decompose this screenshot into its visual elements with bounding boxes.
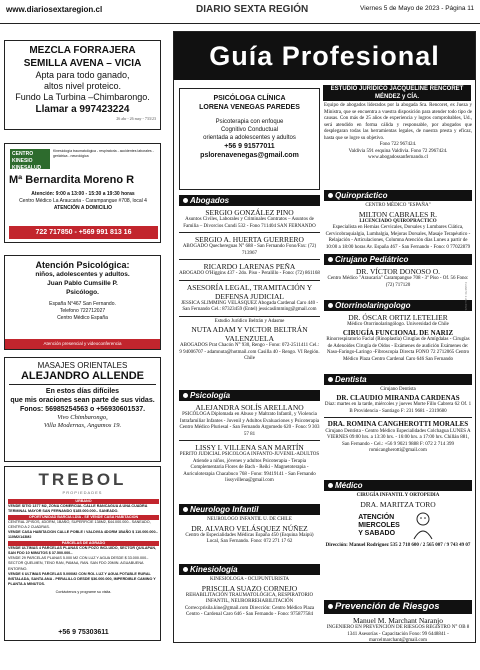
section-psicologia xyxy=(179,390,320,485)
section-dentista xyxy=(324,374,472,455)
category-bullet-icon xyxy=(328,257,333,262)
schedule-text: Y SABADO xyxy=(358,529,396,537)
listing-name: DRA. MARITZA TORO xyxy=(360,499,436,509)
listing-item: CENTRAL 2PISOS, 4DORM, 1BAÑO, SUPERFICIE 138M2, $44.000.000.- SANEADO, CENTRO A 2 CUADRAS. xyxy=(8,519,151,530)
ad-text: Vivo Chimbarongo, xyxy=(57,414,108,421)
category-bullet-icon xyxy=(328,377,333,382)
category-label: Cirujano Pediátrico xyxy=(335,255,409,264)
ad-heading: MEZCLA FORRAJERA xyxy=(29,45,136,56)
trebol-logo: TREBOL xyxy=(38,470,127,489)
child-illustration-icon xyxy=(408,511,438,541)
ad-name: Mª Bernardita Moreno R xyxy=(9,174,135,186)
ad-banner: Atención presencial y videoconferencia xyxy=(5,339,160,349)
listing-name: NUTA ADAM Y VICTOR BELTRÁN VALENZUELA xyxy=(191,325,308,343)
ad-text: altos nivel proteico. xyxy=(43,81,122,91)
guide-title: Guía Profesional xyxy=(174,32,475,80)
ad-phone: 722 717850 - +569 991 813 16 xyxy=(9,226,158,239)
listing-name: RICARDO LARENAS PEÑA xyxy=(203,262,296,271)
section-medico xyxy=(324,480,472,549)
section-otorrino xyxy=(324,300,472,363)
ad-phone: Telefono 722712027 xyxy=(59,308,106,314)
listing-text: INGENIERO EN PREVENCIÓN DE RIESGOS REGISTRO N° OB 8 1341 Asesorías - Capacitación Fono: 99 6448841 - marcelmarchant@gmail.com xyxy=(326,625,470,643)
listing-web[interactable]: www.abogadossanfernando.cl xyxy=(368,155,428,160)
category-bullet-icon xyxy=(328,604,333,609)
ad-text: niños, adolescentes y adultos. xyxy=(35,271,130,278)
category-cirujano xyxy=(324,254,472,265)
ad-text: En estos días difíciles xyxy=(45,388,120,395)
ad-text: ATENCIÓN A DOMICILIO xyxy=(53,205,113,211)
listing-text: NEUROLOGO INFANTIL U. DE CHILE xyxy=(207,517,292,522)
newspaper-name: DIARIO SEXTA REGIÓN xyxy=(196,4,309,15)
ad-heading: SEMILLA AVENA – VICIA xyxy=(23,58,142,69)
category-otorrino xyxy=(324,300,472,311)
category-bullet-icon xyxy=(183,567,188,572)
site-url[interactable]: www.diariosextaregion.cl xyxy=(6,5,103,14)
listing-name: MILTON CABRALES R. xyxy=(358,209,438,219)
listing-text: Equipo de abogados liderados por la abogada Sra. Rencoret, ex Jueza y Ministra, que se encuentra a vuestra disposición para atender todo tipo de causas. Con más de 25 años de experiencia y logros comprobables, Ud., será atendido en forma cálida y responsable, por abogados que desplegaran todas las herramientas legales, de nuestra presta y eficaz, hasta que se logre su objetivo. xyxy=(324,103,472,141)
listing-text: LICENCIADO QUIROPRACTICO xyxy=(359,218,437,224)
category-bullet-icon xyxy=(183,198,188,203)
listing-text: KINESIOLOGA - OCUPUNTURISTA xyxy=(209,577,290,582)
ad-text: Apta para todo ganado, xyxy=(35,70,130,80)
listing-text: Centro Médico "Araucaria" Carampangue 708 - 3º Piso - Of. 56 Fono: (72) 717120 xyxy=(327,276,469,288)
listing-name: ALEJANDRA SOLÍS ARELLANO xyxy=(195,403,304,412)
ad-kinesalud xyxy=(4,143,161,243)
category-label: Dentista xyxy=(335,375,367,384)
listing-item: VENDE SITIO 1377 M2, ZONA COMERCIAL CALLE RANCAGUA A UNA CUADRA TERMINAL MAYOR SAN FERNANDO $185.000.000.- SANEADO. xyxy=(8,504,148,514)
category-prevencion xyxy=(324,600,472,614)
professional-guide xyxy=(173,31,476,643)
category-abogados xyxy=(179,195,320,206)
ad-address: Villa Modernas, Angamos 19. xyxy=(43,422,122,429)
section-prevencion xyxy=(324,600,472,645)
category-kinesiologia xyxy=(179,564,320,575)
category-label: Quiropráctico xyxy=(335,191,388,200)
category-label: Abogados xyxy=(190,196,230,205)
ad-text: Kinesiología traumatológica - respiratoria - accidentes laborales - geriátrica - neurológica xyxy=(53,149,154,158)
ad-phone: +56 9 91577011 xyxy=(224,143,275,150)
listing-text: CIRUGÍA INFANTIL Y ORTOPEDIA xyxy=(356,493,440,498)
category-dentista xyxy=(324,374,472,385)
category-bullet-icon xyxy=(328,483,333,488)
listing-text: Diaz: martes en la tarde, miércoles y jueves Morte Fillo Cabrera 62 Of. 1 B Providencia - Santiago F: 231 9681 - 2319680 xyxy=(324,402,472,414)
listing-text: Cirujano Dentista xyxy=(380,387,416,392)
category-bullet-icon xyxy=(328,303,333,308)
ad-run-dates: 26 abr - 26 may - 733/23 xyxy=(116,116,156,121)
category-label: Médico xyxy=(335,481,363,490)
schedule-text: ATENCIÓN xyxy=(358,513,395,521)
listing-header: OPORTUNIDAD BARCIA LDÍA - SE VENDE CASA HABITACION xyxy=(8,515,159,520)
listing-address: Valdivia 591 esquina Valdivia. Fono 72 2967424. xyxy=(348,148,448,154)
listing-header: URBANO xyxy=(8,499,159,504)
issue-date: Viernes 5 de Mayo de 2023 - Página 11 xyxy=(360,5,474,12)
listing-text: REHABILITACIÓN TRAUMATOLÓGICA, RESPIRATORIO INFANTIL, NEURORREHABILITACIÓN Correo:prisila.kine@gmail.com Dirección: Centro Médico Plaza Centro - Cardenal Caro 646 - San Fernando - Fono: 975877584 xyxy=(184,592,315,617)
ad-phone: +56 9 75303611 xyxy=(58,629,109,636)
listing-name: CIRUGÍA FUNCIONAL DE NARIZ xyxy=(342,328,454,337)
listing-name: LISSY I. VILLENA SAN MARTÍN xyxy=(195,443,304,452)
category-quiropractico xyxy=(324,190,472,201)
listing-name: ASESORÍA LEGAL, TRAMITACIÓN Y DEFENSA JUDICIAL xyxy=(186,282,313,301)
listing-phone: Fono 722 967424. xyxy=(379,142,417,147)
listing-text: Centro de Especialidades Médicas España 450 (Esquina Maipú) Local, San Fernando. Fono: 072 271 17 62 xyxy=(185,532,314,544)
listing-text: ABOGADO O'Higgins 437 - 2do. Piso - Peralillo - Fono: (72) 861168 xyxy=(179,271,320,276)
listing-text: CENTRO MÉDICO "ESPAÑA" xyxy=(365,203,431,208)
listing-text: Cirujano Dentista - Centro Médico Especialidades Colchagua LUNES A VIERNES 09:00 hrs. a 13:30 hrs. - 16:00 hrs. a 17:00 hrs. Chillán 881, San Fernando - Cel.: +56 9 9021 9888 F: 072 2 714 399 romicangherotti@gmail.com xyxy=(325,428,471,453)
ad-text: Cognitivo Conductual xyxy=(220,127,279,133)
listing-header: PARCELAS DE AGRADO xyxy=(8,541,159,546)
listing-text: ABOGADOS Prat Chacón N° 930, Rengo - Fono: 072-2511411 Cel.: 9 94006707 - adamnuta@hotmail.com Casilla 40 - Rengo. VI Región. Chile xyxy=(179,343,320,361)
ad-atencion-psicologica xyxy=(4,255,161,350)
ad-text: Psicoterapia con enfoque xyxy=(215,119,284,125)
listing-item: VENDE CASA HABITACION CALLE POBLE / VALDIVIA 4DORM 1BAÑO $ 110.000.000.- 110M2/143M2 xyxy=(8,530,158,540)
listing-text: Estudio Jurídico Beltrán y Adasme xyxy=(214,318,285,324)
section-neurologo xyxy=(179,504,320,546)
ad-estudio-juridico xyxy=(324,103,472,162)
category-label: Prevención de Riesgos xyxy=(335,601,440,612)
listing-item: VENDE 6 ULTIMAS PARCELAS 5.000M2 CON ROL LUZ Y AGUA POTABLE RURAL INSTALADA, SANTA ANA - PERALILLO DESDE $36.000.000, IMPERDIBLE CAMINO Y PLANTA A MINUTOS. xyxy=(8,571,156,587)
ad-phone: Fonos: 56985254563 o +56930601537. xyxy=(19,406,146,413)
listing-name: DRA. ROMINA CANGHEROTTI MORALES xyxy=(327,420,469,428)
category-label: Kinesiología xyxy=(190,565,238,574)
listing-name: PRISCILA SUAZO CORNEJO xyxy=(201,583,298,593)
estudio-juridico-header: ESTUDIO JURÍDICO JACQUELINE RENCORET MÉNDEZ y CÍA. xyxy=(323,85,471,101)
listing-item: VENDE 29 PARCELAS PLANAS 5.000 M2 CON LUZ Y AGUA DESDE $ 33.000.000.- SECTOR QUELMEN, TENO RAN, PAMAA, RAN. SAN FDO 20MIN. AGUABUENA ENTORNO. xyxy=(8,556,149,571)
category-neurologo xyxy=(179,504,320,515)
ad-text: Psicólogo. xyxy=(66,289,99,296)
listing-text: Dirección: Manuel Rodríguez 535 2 718 600 / 2 565 007 / 9 743 49 07 xyxy=(325,542,471,548)
category-label: Otorrinolaringologo xyxy=(335,301,411,310)
property-listings xyxy=(8,499,159,596)
section-cirujano-pediatrico xyxy=(324,254,472,289)
ad-text: Fundo La Turbina –Chimbarongo. xyxy=(15,92,150,102)
credit-stamp: Cedid 51 x dia 2024 xyxy=(464,282,468,311)
ad-heading: PSICÓLOGA CLÍNICA xyxy=(213,95,286,102)
category-bullet-icon xyxy=(183,393,188,398)
listing-text: Asuntos Civiles, Laborales y Criminales Contratos – Asuntos de Familia – Divorcios Cundi 532 - Fono 711404 SAN FERNANDO xyxy=(183,217,316,229)
category-bullet-icon xyxy=(183,507,188,512)
ad-phone: Llamar a 997423224 xyxy=(35,104,130,115)
listing-name: DR. ALVARO VELÁSQUEZ NÚÑEZ xyxy=(191,523,308,533)
listing-text: Médico Otorrinolaringólogo. Universidad de Chile xyxy=(347,322,449,327)
ad-psicologa-clinica xyxy=(179,88,320,190)
ad-hours: Atención: 9:00 a 13:00 - 15:30 a 19:30 horas xyxy=(31,191,135,197)
schedule-text: MIERCOLES xyxy=(358,521,400,529)
listing-name: SERGIO A. HUERTA GUERRERO xyxy=(195,235,304,244)
listing-text: Rinorrespiratorio Facial (Rinoplastia) Cirugías de Amígdalas - Cirugías de Adenoides Cirugía de Oídos - Exámenes de audición Exámenes de: Naso-Faringo-Laringo -Fibroscopia Directa FONO 72 2712065 Centro Médico Plaza Centro Cardenal Caro 646 San Fernando xyxy=(326,337,470,362)
category-label: Neurologo Infantil xyxy=(190,505,259,514)
page-header xyxy=(0,0,480,24)
ad-heading: Atención Psicológica: xyxy=(35,260,130,270)
ad-address: Centro Médico La Araucaria - Carampangue #708, local 4 xyxy=(19,198,147,204)
listing-name: Manuel M. Marchant Naranjo xyxy=(353,616,443,625)
category-bullet-icon xyxy=(328,193,333,198)
section-quiropractico xyxy=(324,190,472,251)
ad-text: orientada a adolescentes y adultos xyxy=(203,135,296,141)
listing-item: VENDE ULTIMAS 4 PARCELAS PLANAS CON POZO INCLUIDO, SECTOR QUILAPAN, SAN FDO 10 MINUTOS $ 37.500.000.- xyxy=(8,545,157,556)
listing-text: PSICÓLOGA Diplomada en Abuso y Maltrato Infantil, y Violencia Intrafamiliar Infantes - Juvenil y Adultos Evaluaciones y Psicoterapia Centro Médico Pluriesal - San Fernando Argomedo 620 - Fono: 9 303 57 81 xyxy=(179,412,320,437)
category-label: Psicología xyxy=(190,391,231,400)
ad-trebol-propiedades xyxy=(4,466,161,641)
listing-name: DR. ÓSCAR ORTIZ LETELIER xyxy=(348,313,448,322)
listing-name: DR. VÍCTOR DONOSO O. xyxy=(355,267,441,276)
ad-name: ALEJANDRO ALLENDE xyxy=(20,370,145,382)
ad-masajes-orientales xyxy=(4,357,161,462)
ad-email[interactable]: pslorenavenegas@gmail.com xyxy=(200,152,299,159)
ad-text: que mis oraciones sean parte de sus vidas. xyxy=(10,397,155,404)
listing-text: Especialista en Hernias Cervicales, Dorsales y Lumbares Ciática, Cervicobraquialgia, Lumbalgia, Mejoras Dorsales, Masaje Terapéutico - Relajación - Articulaciones, Columna Atención días Lunes a partir de 10:00 a 18:00 horas Av. España 467 - San Fernando - Fono: 0 77022879 xyxy=(325,225,471,250)
listing-text: PERITO JUDICIAL PSICOLOGA INFANTO-JUVENIL-ADULTOS Atiende a niños, jóvenes y adultos Psicoterapia - Terapia Complementaria Flores de Bach - Reiki - Magnetoterapia - Auriculoterapia Chacabuco 768 - Fono: 99419141 - San Fernando lissyvillena@gmail.com xyxy=(179,452,320,483)
category-medico xyxy=(324,480,472,491)
ad-text: Contáctenos y programe su visita. xyxy=(55,590,112,595)
listing-text: JESSICA SLIMMING VELÁSQUEZ Abogada Cardenal Caro 440 - San Fernando Cel.: 87323459 (Entel) jessicaslimming@gmail.com xyxy=(181,300,318,312)
section-abogados xyxy=(179,195,320,363)
trebol-subtitle: PROPIEDADES xyxy=(62,490,103,495)
listing-name: SERGIO GONZÁLEZ PINO xyxy=(205,208,294,217)
kinesalud-logo: CENTRO KINESIO KINESALUD xyxy=(10,149,50,169)
section-kinesiologia xyxy=(179,564,320,619)
category-psicologia xyxy=(179,390,320,401)
ad-heading: MASAJES ORIENTALES xyxy=(37,361,128,370)
listing-name: DR. CLAUDIO MIRANDA CARDENAS xyxy=(336,393,460,402)
listing-text: ABOGADO Quechereguas N° 688 - San Fernando Fono/Fax: (72) 713967 xyxy=(182,244,317,256)
ad-name: Juan Pablo Cumsille P. xyxy=(47,280,118,287)
ad-mezcla-forrajera xyxy=(4,40,161,130)
ad-text: Centro Médico España xyxy=(57,315,108,321)
ad-address: España N°467 San Fernando. xyxy=(49,301,116,307)
ad-name: LORENA VENEGAS PAREDES xyxy=(199,104,300,111)
